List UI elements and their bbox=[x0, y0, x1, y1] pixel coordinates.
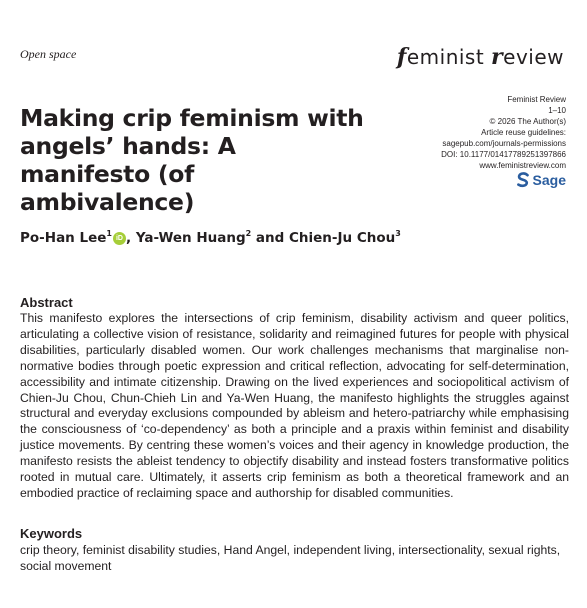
publisher-logo bbox=[516, 172, 566, 188]
keywords-text: crip theory, feminist disability studies, Hand Angel, independent living, intersectionality, sexual rights, social movement bbox=[20, 543, 561, 573]
author-list bbox=[20, 229, 401, 246]
orcid-icon[interactable]: iD bbox=[113, 232, 126, 245]
meta-reuse-link[interactable]: sagepub.com/journals-permissions bbox=[442, 139, 566, 148]
abstract-heading: Abstract bbox=[20, 295, 73, 310]
meta-pages: 1–10 bbox=[548, 106, 566, 115]
sage-icon bbox=[516, 172, 530, 188]
journal-logo-r: r bbox=[491, 44, 504, 70]
author-1-affiliation: 1 bbox=[106, 229, 112, 238]
author-3-affiliation: 3 bbox=[395, 229, 401, 238]
journal-logo-mid: eminist bbox=[406, 45, 492, 69]
abstract-text: This manifesto explores the intersections of crip feminism, disability activism and queer politics, articulating a collective vision of resistance, solidarity and reimagined futures for people with physical disabilities, particularly disabled women. Our work challenges mechanisms that marginalise non-normative bodies through poetic expression and critical reflection, advocating for self-determination, accessibility and intimate citizenship. Drawing on the lived experiences and sociopolitical activism of Chien-Ju Chou, Chun-Chieh Lin and Ya-Wen Huang, the manifesto highlights the struggles against structural and everyday exclusions compounded by ableism and hetero-patriarchy while emphasising the consciousness of ‘co-dependency’ as both a principle and a praxis within feminist and disability justice movements. By centring these women’s voices and their agency in knowledge production, the manifesto resists the ableist tendency to objectify disability and instead fosters transformative politics rooted in mutual care. Ultimately, it asserts crip feminism as both a theoretical framework and an embodied practice of reclaiming space and authorship for disabled communities. bbox=[20, 311, 569, 500]
meta-website[interactable]: www.feministreview.com bbox=[479, 161, 566, 170]
publisher-name: Sage bbox=[532, 172, 566, 188]
article-meta bbox=[366, 94, 566, 171]
journal-logo-f: f bbox=[396, 44, 407, 70]
keywords-heading: Keywords bbox=[20, 526, 83, 541]
author-2-affiliation: 2 bbox=[245, 229, 252, 238]
article-title: Making crip feminism with angels’ hands: A manifesto (of ambivalence) bbox=[20, 104, 364, 216]
journal-logo-end: eview bbox=[503, 45, 564, 69]
meta-reuse: Article reuse guidelines: bbox=[481, 128, 566, 137]
meta-journal: Feminist Review bbox=[507, 95, 566, 104]
author-2: , Ya-Wen Huang bbox=[125, 230, 246, 246]
meta-doi[interactable]: DOI: 10.1177/01417789251397866 bbox=[441, 150, 566, 159]
author-1: Po-Han Lee bbox=[20, 230, 107, 246]
journal-logo bbox=[397, 44, 564, 70]
section-label: Open space bbox=[20, 47, 77, 61]
meta-copyright: © 2026 The Author(s) bbox=[489, 117, 566, 126]
author-3: and Chien-Ju Chou bbox=[251, 230, 396, 246]
